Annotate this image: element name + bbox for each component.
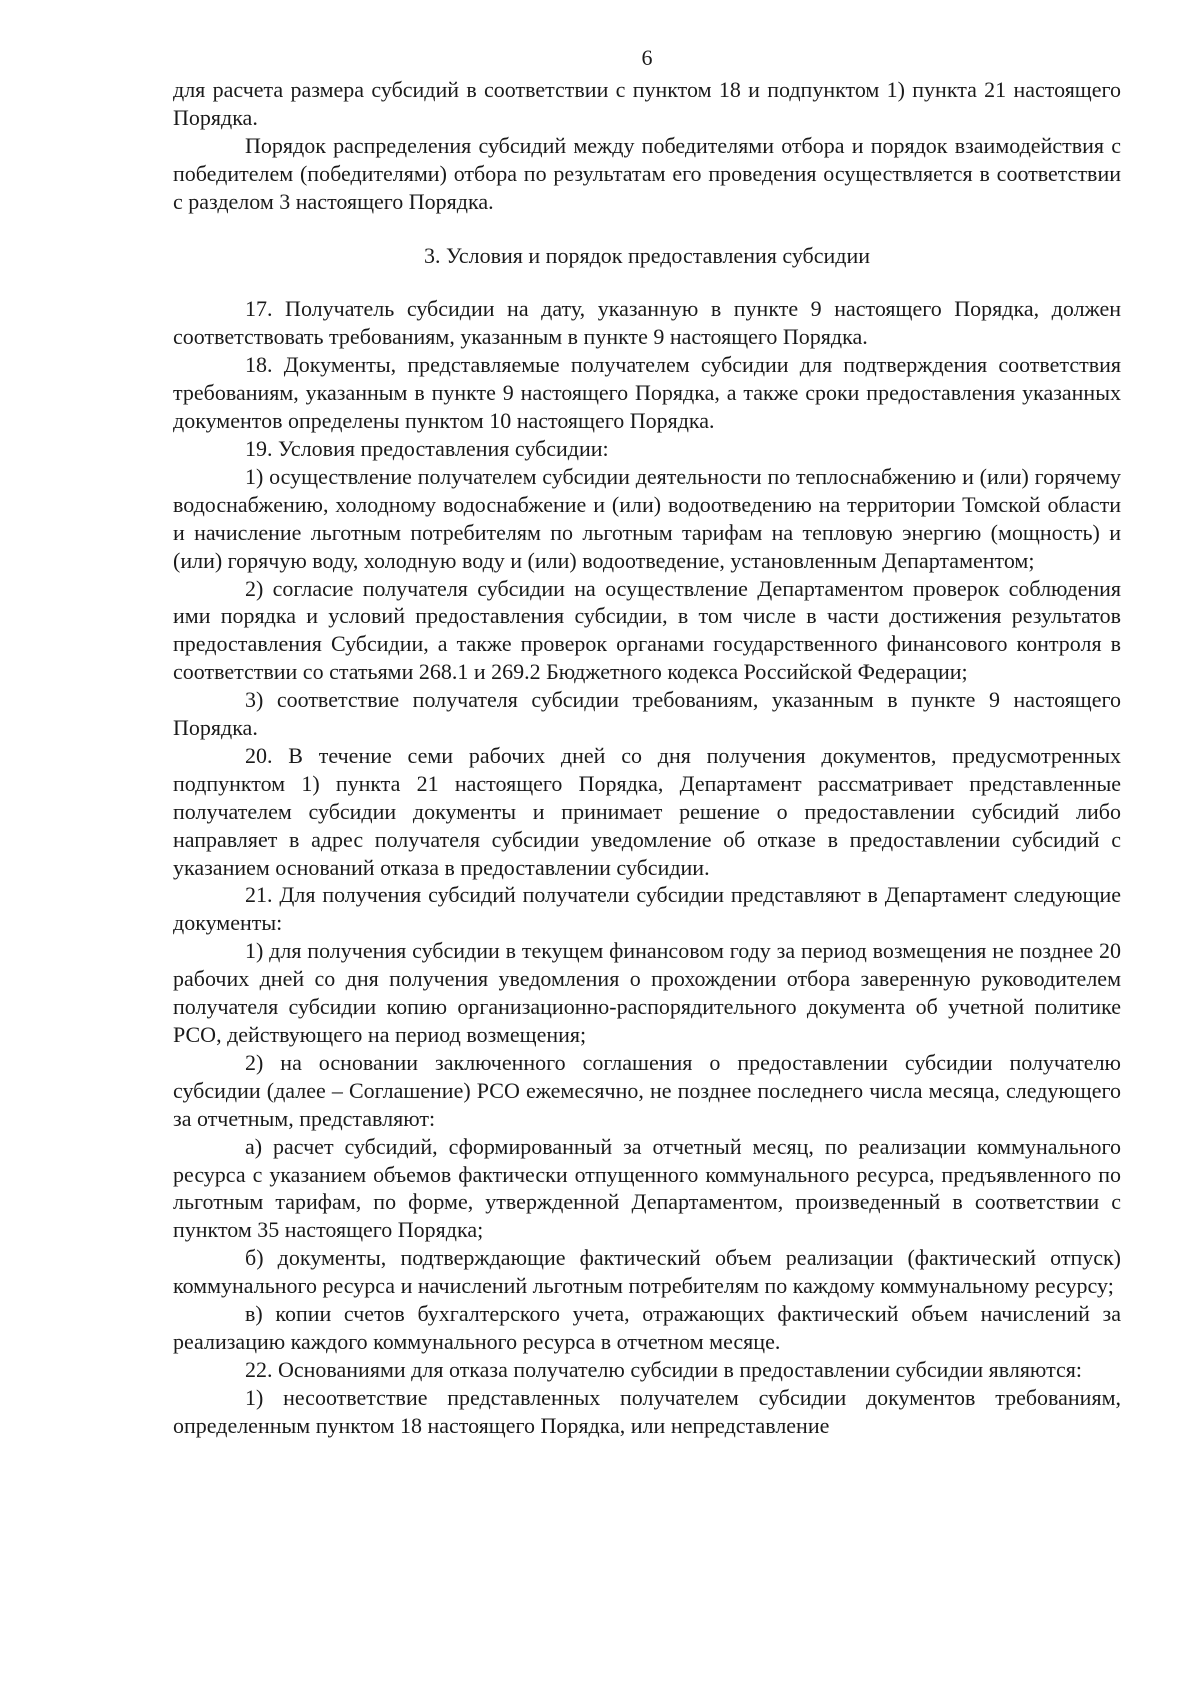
paragraph-22: 22. Основаниями для отказа получателю субсидии в предоставлении субсидии являются:	[245, 1356, 1082, 1382]
paragraph-18: 18. Документы, представляемые получателем субсидии для подтверждения соответствия требованиям, указанным в пункте 9 настоящего Порядка, а также сроки предоставления указанных документов определены пунктом 10 настоящего Порядка.	[173, 352, 1121, 434]
paragraph-19-item-1: 1) осуществление получателем субсидии деятельности по теплоснабжению и (или) горячему водоснабжению, холодному водоснабжение и (или) водоотведению на территории Томской области и начисление льготным потребителям по льготным тарифам на тепловую энергию (мощность) и (или) горячую воду, холодную воду и (или) водоотведение, установленным Департаментом;	[173, 463, 1121, 573]
paragraph-19-item-3: 3) соответствие получателя субсидии требованиям, указанным в пункте 9 настоящего Порядка.	[173, 687, 1121, 741]
paragraph-continuation: для расчета размера субсидий в соответствии с пунктом 18 и подпунктом 1) пункта 21 настоящего Порядка.	[173, 77, 1121, 130]
paragraph-distribution-order: Порядок распределения субсидий между победителями отбора и порядок взаимодействия с победителем (победителями) отбора по результатам его проведения осуществляется в соответствии с разделом 3 настоящего Порядка.	[173, 132, 1121, 214]
paragraph-17: 17. Получатель субсидии на дату, указанную в пункте 9 настоящего Порядка, должен соответствовать требованиям, указанным в пункте 9 настоящего Порядка.	[173, 296, 1121, 350]
paragraph-21: 21. Для получения субсидий получатели субсидии представляют в Департамент следующие документы:	[173, 882, 1121, 936]
paragraph-21-item-2: 2) на основании заключенного соглашения о предоставлении субсидии получателю субсидии (далее – Соглашение) РСО ежемесячно, не позднее последнего числа месяца, следующего за отчетным, представляют:	[173, 1049, 1121, 1131]
paragraph-21-item-2v: в) копии счетов бухгалтерского учета, отражающих фактический объем начислений за реализацию каждого коммунального ресурса в отчетном месяце.	[173, 1301, 1121, 1354]
paragraph-21-item-1: 1) для получения субсидии в текущем финансовом году за период возмещения не позднее 20 рабочих дней со дня получения уведомления о прохождении отбора заверенную руководителем получателя субсидии копию организационно-распорядительного документа об учетной политике РСО, действующего на период возмещения;	[173, 938, 1121, 1047]
paragraph-19-item-2: 2) согласие получателя субсидии на осуществление Департаментом проверок соблюдения ими порядка и условий предоставления субсидии, в том числе в части достижения результатов предоставления Субсидии, а также проверок органами государственного финансового контроля в соответствии со статьями 268.1 и 269.2 Бюджетного кодекса Российской Федерации;	[173, 575, 1121, 685]
paragraph-22-item-1: 1) несоответствие представленных получателем субсидии документов требованиям, определенным пунктом 18 настоящего Порядка, или непредставление	[173, 1384, 1121, 1438]
document-page	[173, 40, 1121, 1440]
paragraph-21-item-2b: б) документы, подтверждающие фактический объем реализации (фактический отпуск) коммунального ресурса и начислений льготным потребителям по каждому коммунальному ресурсу;	[173, 1245, 1121, 1299]
section-heading: 3. Условия и порядок предоставления субсидии	[423, 242, 871, 268]
paragraph-20: 20. В течение семи рабочих дней со дня получения документов, предусмотренных подпунктом 1) пункта 21 настоящего Порядка, Департамент рассматривает представленные получателем субсидии документы и принимает решение о предоставлении субсидий либо направляет в адрес получателя субсидии уведомление об отказе в предоставлении субсидий с указанием оснований отказа в предоставлении субсидии.	[173, 742, 1121, 880]
paragraph-21-item-2a: а) расчет субсидий, сформированный за отчетный месяц, по реализации коммунального ресурса с указанием объемов фактически отпущенного коммунального ресурса, предъявленного по льготным тарифам, по форме, утвержденной Департаментом, произведенный в соответствии с пунктом 35 настоящего Порядка;	[173, 1133, 1121, 1243]
paragraph-19: 19. Условия предоставления субсидии:	[245, 435, 609, 461]
page-number: 6	[641, 45, 653, 70]
